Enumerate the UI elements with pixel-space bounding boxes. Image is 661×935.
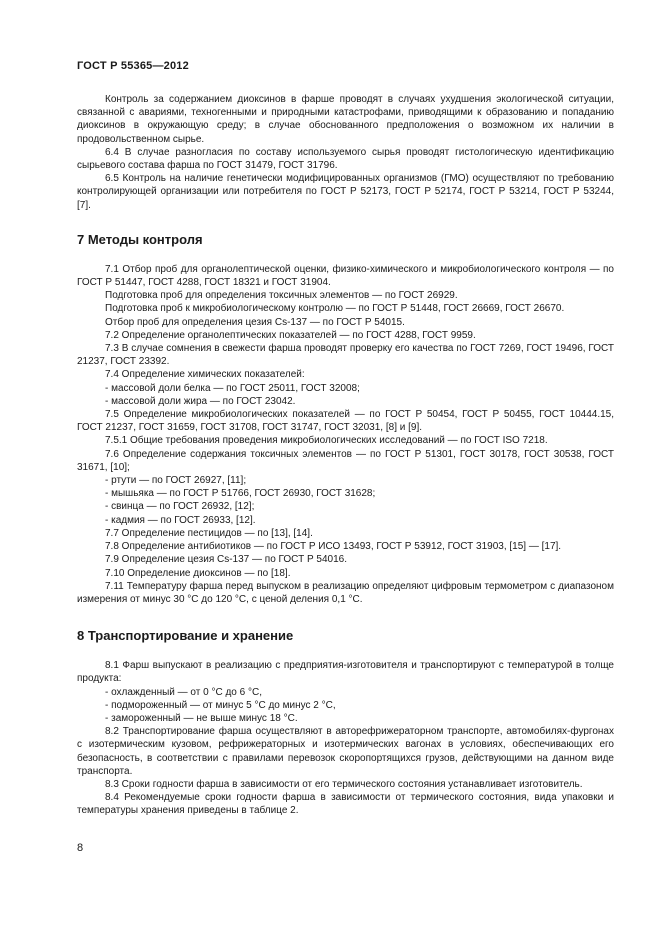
section-heading: 8 Транспортирование и хранение [77, 628, 294, 644]
paragraph: 7.7 Определение пестицидов — по [13], [14]. [105, 527, 313, 539]
paragraph: 6.5 Контроль на наличие генетически модифицированных организмов (ГМО) осуществляют по требованию контролирующей организации или потребителя по ГОСТ Р 52173, ГОСТ Р 52174, ГОСТ Р 53214, ГОСТ Р 53244, [7]. [77, 173, 614, 211]
paragraph: 7.3 В случае сомнения в свежести фарша проводят проверку его качества по ГОСТ 7269, ГОСТ 19496, ГОСТ 21237, ГОСТ 23392. [77, 343, 614, 368]
list-item: - ртути — по ГОСТ 26927, [11]; [105, 475, 247, 487]
list-item: - мышьяка — по ГОСТ Р 51766, ГОСТ 26930, ГОСТ 31628; [105, 488, 376, 500]
list-item: - массовой доли жира — по ГОСТ 23042. [105, 395, 296, 407]
list-item: - свинца — по ГОСТ 26932, [12]; [105, 501, 255, 513]
paragraph: 6.4 В случае разногласия по составу используемого сырья проводят гистологическую идентификацию сырьевого состава фарша по ГОСТ 31479, ГОСТ 31796. [77, 146, 614, 172]
paragraph: 7.1 Отбор проб для органолептической оценки, физико-химического и микробиологического контроля — по ГОСТ Р 51447, ГОСТ 4288, ГОСТ 18321 и ГОСТ 31904. [77, 263, 614, 289]
paragraph: 8.4 Рекомендуемые сроки годности фарша в зависимости от термического состояния, вида упаковки и температуры хранения приведены в таблице 2. [77, 792, 614, 817]
paragraph: 7.11 Температуру фарша перед выпуском в реализацию определяют цифровым термометром с диапазоном измерения от минус 30 °С до 120 °С, с ценой деления 0,1 °С. [77, 580, 614, 605]
paragraph: 7.5 Определение микробиологических показателей — по ГОСТ Р 50454, ГОСТ Р 50455, ГОСТ 10444.15, ГОСТ 21237, ГОСТ 31659, ГОСТ 31708, ГОСТ 31747, ГОСТ 32031, [8] и [9]. [77, 409, 614, 434]
list-item: - подмороженный — от минус 5 °С до минус 2 °С, [105, 699, 336, 711]
page-number: 8 [77, 842, 84, 854]
paragraph: Подготовка проб к микробиологическому контролю — по ГОСТ Р 51448, ГОСТ 26669, ГОСТ 26670. [105, 303, 565, 315]
list-item: - кадмия — по ГОСТ 26933, [12]. [105, 514, 256, 526]
section-7-body [77, 263, 614, 606]
paragraph: 7.9 Определение цезия Cs-137 — по ГОСТ Р 54016. [105, 554, 347, 566]
paragraph: Отбор проб для определения цезия Cs-137 — по ГОСТ Р 54015. [105, 316, 405, 328]
section-heading: 7 Методы контроля [77, 231, 203, 247]
list-item: - замороженный — не выше минус 18 °С. [105, 712, 298, 724]
paragraph: 8.1 Фарш выпускают в реализацию с предприятия-изготовителя и транспортируют с температурой в толще продукта: [77, 660, 614, 685]
section-8-body [77, 659, 614, 817]
paragraph: 7.10 Определение диоксинов — по [18]. [105, 567, 291, 579]
paragraph: Контроль за содержанием диоксинов в фарше проводят в случаях ухудшения экологической ситуации, связанной с авариями, техногенными и природными катастрофами, приводящими к образованию и попаданию диоксинов в окружающую среду; в случае обоснованного предположения о возможном их наличии в продовольственном сырье. [77, 94, 614, 145]
document-header: ГОСТ Р 55365—2012 [77, 60, 189, 72]
list-item: - массовой доли белка — по ГОСТ 25011, ГОСТ 32008; [105, 382, 360, 394]
page-content [77, 93, 614, 818]
paragraph: 8.2 Транспортирование фарша осуществляют в авторефрижераторном транспорте, автомобилях-фургонах с изотермическим кузовом, рефрижераторных и изотермических вагонах в условиях, обеспечивающих его безопасность, в соответствии с правилами перевозок скоропортящихся грузов, действующими на данном виде транспорта. [77, 726, 614, 777]
paragraph: Подготовка проб для определения токсичных элементов — по ГОСТ 26929. [105, 290, 458, 302]
paragraph: 7.2 Определение органолептических показателей — по ГОСТ 4288, ГОСТ 9959. [105, 329, 476, 341]
list-item: - охлажденный — от 0 °С до 6 °С, [105, 686, 262, 698]
paragraph: 7.5.1 Общие требования проведения микробиологических исследований — по ГОСТ ISO 7218. [105, 435, 548, 447]
paragraph: 7.8 Определение антибиотиков — по ГОСТ Р ИСО 13493, ГОСТ Р 53912, ГОСТ 31903, [15] — [17]. [105, 541, 562, 553]
intro-block [77, 93, 614, 212]
paragraph: 7.4 Определение химических показателей: [105, 369, 305, 381]
paragraph: 8.3 Сроки годности фарша в зависимости от его термического состояния устанавливает изготовитель. [105, 778, 583, 790]
paragraph: 7.6 Определение содержания токсичных элементов — по ГОСТ Р 51301, ГОСТ 30178, ГОСТ 30538, ГОСТ 31671, [10]; [77, 448, 614, 473]
